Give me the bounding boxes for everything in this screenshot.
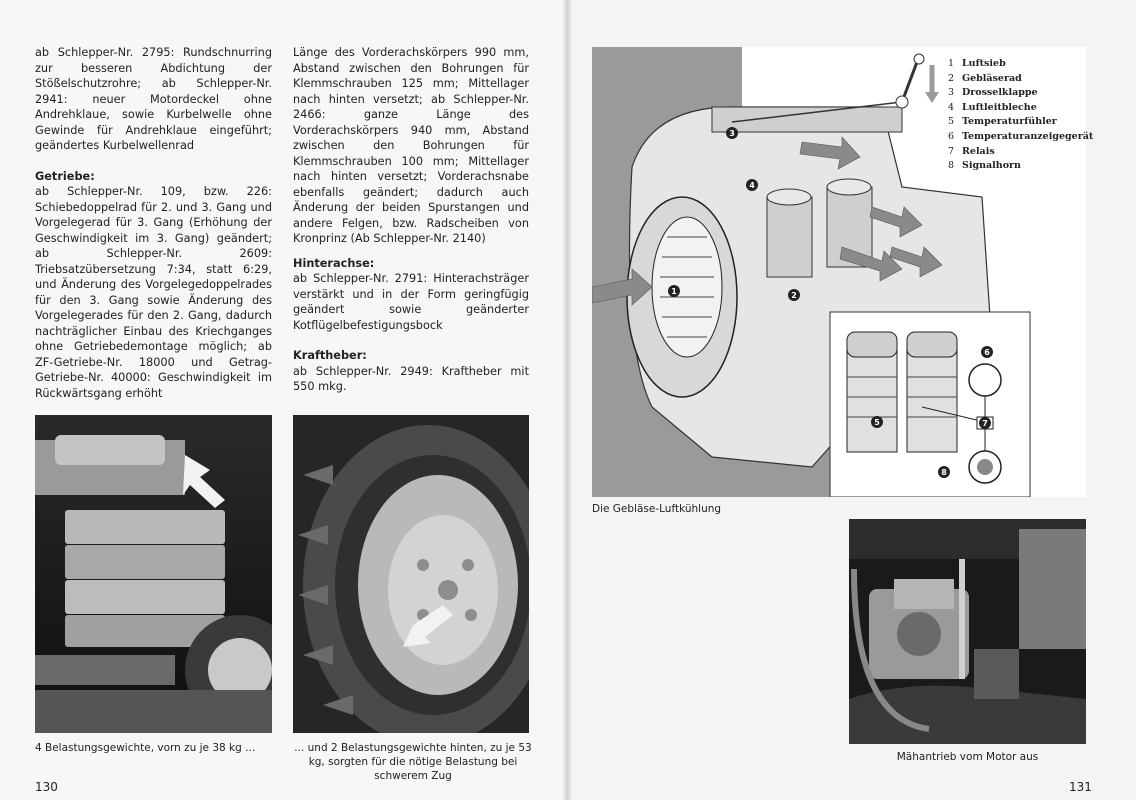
- marker-7: 7: [982, 419, 988, 428]
- photo-rear-wheel-weights: [293, 415, 529, 733]
- legend-item: 1 Luftsieb: [948, 58, 1006, 69]
- marker-4: 4: [749, 181, 755, 190]
- photo-front-weights: [35, 415, 272, 733]
- paragraph: ab Schlepper-Nr. 2791: Hinterachsträger verstärkt und in der Form geringfügig geändert sowie geänderter Kotflügelbefestigungsbock: [293, 272, 529, 332]
- book-gutter: [562, 0, 572, 800]
- legend-item: 5 Temperaturfühler: [948, 116, 1057, 128]
- marker-3: 3: [729, 129, 735, 138]
- marker-2: 2: [791, 291, 797, 300]
- page-number-right: 131: [1069, 780, 1092, 794]
- paragraph: ab Schlepper-Nr. 2949: Kraftheber mit 550 mkg.: [293, 364, 529, 393]
- legend-item: 4 Luftleitbleche: [948, 101, 1037, 113]
- caption-front-weights: 4 Belastungsgewichte, vorn zu je 38 kg ...: [35, 742, 256, 754]
- marker-5: 5: [874, 418, 880, 427]
- caption-rear-weights: ... und 2 Belastungsgewichte hinten, zu je 53 kg, sorgten für die nötige Belastung bei schwerem Zug: [294, 742, 532, 782]
- legend-item: 6 Temperaturanzeigegerät: [948, 130, 1094, 142]
- paragraph: ab Schlepper-Nr. 109, bzw. 226: Schiebedoppelrad für 2. und 3. Gang und Vorgelegerad für 3. Gang (Erhöhung der Geschwindigkeit im 3. Gang) geändert; ab Schlepper-Nr. 2609: Triebsatzübersetzung 7:34, statt 6:29, und Änderung des Vorgelegedoppelrades für den 3. Gang sowie Änderung des Vorgelegerades für den 2. Gang, dadurch nachträglicher Einbau des Kriechganges ohne Getriebedemontage möglich; ab ZF-Getriebe-Nr. 18000 und Getrag-Getriebe-Nr. 40000: Geschwindigkeit im Rückwärtsgang erhöht: [35, 185, 272, 400]
- caption-cooling-diagram: Die Gebläse-Luftkühlung: [592, 503, 722, 515]
- paragraph: ab Schlepper-Nr. 2795: Rundschnurring zur besseren Abdichtung der Stößelschutzrohre; ab Schlepper-Nr. 2941: neuer Motordeckel ohne Andrehklaue, sowie Kurbelwelle ohne Gewinde für Andrehklaue eingeführt; geändertes Kurbelwellenrad: [35, 46, 272, 152]
- legend-item: 2 Gebläserad: [948, 72, 1022, 84]
- diagram-legend: [948, 57, 1093, 174]
- legend-item: 3 Drosselklappe: [948, 87, 1038, 99]
- section-heading-kraftheber: Kraftheber:: [293, 349, 367, 362]
- caption-mower-drive: Mähantrieb vom Motor aus: [896, 751, 1039, 763]
- paragraph: Länge des Vorderachskörpers 990 mm, Abstand zwischen den Bohrungen für Klemmschrauben 125 mm; Mittellager nach hinten versetzt; ab Schlepper-Nr. 2466: ganze Länge des Vorderachskörpers 940 mm, Abstand zwischen den Bohrungen für Klemmschrauben 100 mm; Mittellager nach hinten versetzt; Vorderachsnabe ebenfalls geändert; dadurch auch Änderung der beiden Spurstangen und andere Felgen, bzw. Radscheiben von Kronprinz (Ab Schlepper-Nr. 2140): [293, 46, 529, 245]
- legend-item: 8 Signalhorn: [948, 160, 1021, 172]
- text-column-2: [293, 45, 529, 410]
- photo-mower-drive: [849, 519, 1086, 744]
- marker-8: 8: [941, 468, 947, 477]
- legend-item: 7 Relais: [948, 145, 995, 157]
- marker-1: 1: [671, 287, 677, 296]
- page-number-left: 130: [35, 780, 58, 794]
- marker-6: 6: [984, 348, 990, 357]
- section-heading-getriebe: Getriebe:: [35, 169, 95, 183]
- section-heading-hinterachse: Hinterachse:: [293, 256, 375, 270]
